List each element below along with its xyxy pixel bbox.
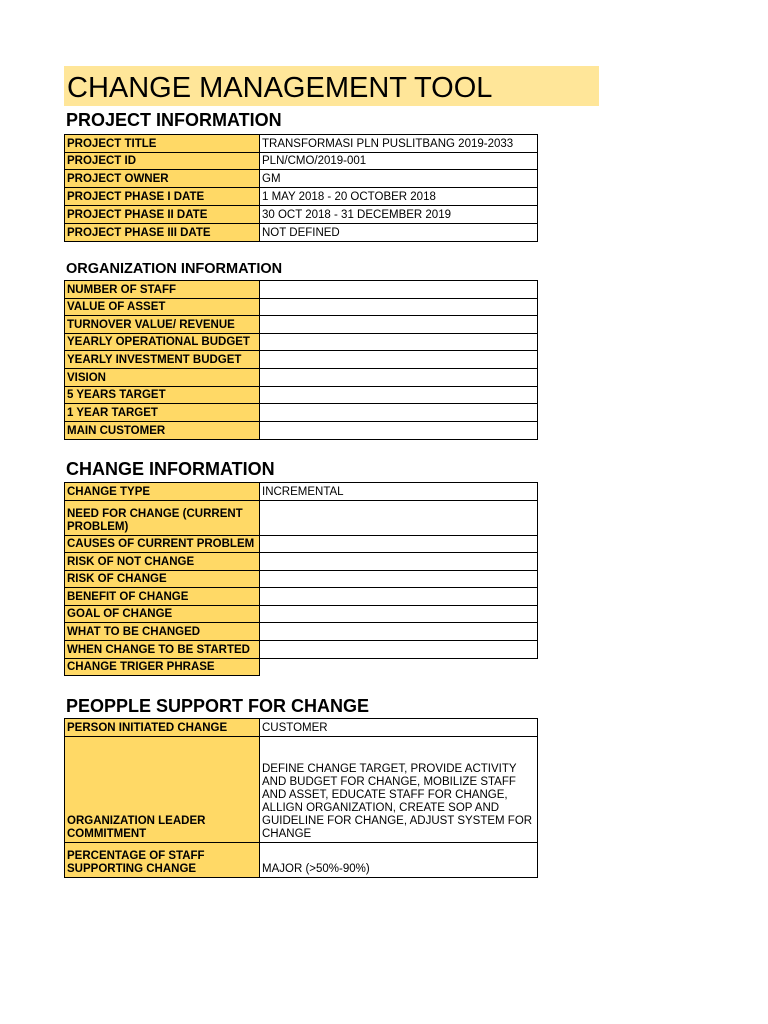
need-for-change-value[interactable] [260, 501, 538, 536]
when-to-start-value[interactable] [260, 641, 538, 659]
risk-of-not-change-label: RISK OF NOT CHANGE [65, 553, 260, 571]
project-phase-2-value[interactable]: 30 OCT 2018 - 31 DECEMBER 2019 [260, 206, 538, 224]
project-owner-label: PROJECT OWNER [65, 170, 260, 188]
table-row [65, 606, 538, 623]
people-support-table [64, 718, 538, 878]
project-phase-3-value[interactable]: NOT DEFINED [260, 224, 538, 242]
operational-budget-value[interactable] [260, 334, 538, 351]
main-customer-value[interactable] [260, 422, 538, 440]
staff-support-label: PERCENTAGE OF STAFF SUPPORTING CHANGE [65, 843, 260, 878]
people-support-heading: PEOPPLE SUPPORT FOR CHANGE [66, 696, 370, 716]
causes-value[interactable] [260, 536, 538, 553]
person-initiated-value[interactable]: CUSTOMER [260, 719, 538, 737]
five-year-target-label: 5 YEARS TARGET [65, 387, 260, 404]
table-row [65, 224, 538, 242]
project-phase-3-label: PROJECT PHASE III DATE [65, 224, 260, 242]
table-row [65, 536, 538, 553]
project-title-value[interactable]: TRANSFORMASI PLN PUSLITBANG 2019-2033 [260, 135, 538, 153]
investment-budget-value[interactable] [260, 351, 538, 369]
table-row [65, 351, 538, 369]
risk-of-change-value[interactable] [260, 571, 538, 588]
table-row [65, 281, 538, 299]
table-row [65, 659, 538, 676]
trigger-phrase-value[interactable] [260, 659, 538, 676]
table-row [65, 588, 538, 606]
project-info-table [64, 134, 538, 242]
table-row [65, 135, 538, 153]
organization-info-heading: ORGANIZATION INFORMATION [66, 261, 283, 277]
benefit-value[interactable] [260, 588, 538, 606]
organization-info-table [64, 280, 538, 440]
table-row [65, 170, 538, 188]
table-row [65, 483, 538, 501]
turnover-value[interactable] [260, 316, 538, 334]
value-of-asset-value[interactable] [260, 299, 538, 316]
document-title: CHANGE MANAGEMENT TOOL [64, 66, 599, 106]
change-info-heading: CHANGE INFORMATION [66, 459, 275, 479]
table-row [65, 623, 538, 641]
vision-label: VISION [65, 369, 260, 387]
one-year-target-label: 1 YEAR TARGET [65, 404, 260, 422]
project-title-label: PROJECT TITLE [65, 135, 260, 153]
table-row [65, 571, 538, 588]
risk-of-change-label: RISK OF CHANGE [65, 571, 260, 588]
what-to-change-value[interactable] [260, 623, 538, 641]
table-row [65, 641, 538, 659]
leader-commitment-value[interactable]: DEFINE CHANGE TARGET, PROVIDE ACTIVITY AND BUDGET FOR CHANGE, MOBILIZE STAFF AND ASSET, EDUCATE STAFF FOR CHANGE, ALLIGN ORGANIZATION, CREATE SOP AND GUIDELINE FOR CHANGE, ADJUST SYSTEM FOR CHANGE [260, 737, 538, 843]
table-row [65, 553, 538, 571]
what-to-change-label: WHAT TO BE CHANGED [65, 623, 260, 641]
project-phase-1-value[interactable]: 1 MAY 2018 - 20 OCTOBER 2018 [260, 188, 538, 206]
one-year-target-value[interactable] [260, 404, 538, 422]
number-of-staff-label: NUMBER OF STAFF [65, 281, 260, 299]
project-phase-1-label: PROJECT PHASE I DATE [65, 188, 260, 206]
table-row [65, 206, 538, 224]
value-of-asset-label: VALUE OF ASSET [65, 299, 260, 316]
when-to-start-label: WHEN CHANGE TO BE STARTED [65, 641, 260, 659]
operational-budget-label: YEARLY OPERATIONAL BUDGET [65, 334, 260, 351]
project-id-value[interactable]: PLN/CMO/2019-001 [260, 153, 538, 170]
project-phase-2-label: PROJECT PHASE II DATE [65, 206, 260, 224]
benefit-label: BENEFIT OF CHANGE [65, 588, 260, 606]
change-type-label: CHANGE TYPE [65, 483, 260, 501]
number-of-staff-value[interactable] [260, 281, 538, 299]
causes-label: CAUSES OF CURRENT PROBLEM [65, 536, 260, 553]
table-row [65, 387, 538, 404]
main-customer-label: MAIN CUSTOMER [65, 422, 260, 440]
table-row [65, 334, 538, 351]
table-row [65, 299, 538, 316]
table-row [65, 422, 538, 440]
person-initiated-label: PERSON INITIATED CHANGE [65, 719, 260, 737]
table-row [65, 369, 538, 387]
need-for-change-label: NEED FOR CHANGE (CURRENT PROBLEM) [65, 501, 260, 536]
table-row [65, 153, 538, 170]
investment-budget-label: YEARLY INVESTMENT BUDGET [65, 351, 260, 369]
leader-commitment-label: ORGANIZATION LEADER COMMITMENT [65, 737, 260, 843]
table-row [65, 188, 538, 206]
trigger-phrase-label: CHANGE TRIGER PHRASE [65, 659, 260, 676]
goal-value[interactable] [260, 606, 538, 623]
staff-support-value[interactable]: MAJOR (>50%-90%) [260, 843, 538, 878]
goal-label: GOAL OF CHANGE [65, 606, 260, 623]
vision-value[interactable] [260, 369, 538, 387]
change-type-value[interactable]: INCREMENTAL [260, 483, 538, 501]
table-row [65, 843, 538, 878]
five-year-target-value[interactable] [260, 387, 538, 404]
table-row [65, 316, 538, 334]
risk-of-not-change-value[interactable] [260, 553, 538, 571]
table-row [65, 501, 538, 536]
project-id-label: PROJECT ID [65, 153, 260, 170]
project-info-heading: PROJECT INFORMATION [66, 110, 282, 130]
project-owner-value[interactable]: GM [260, 170, 538, 188]
turnover-label: TURNOVER VALUE/ REVENUE [65, 316, 260, 334]
table-row [65, 737, 538, 843]
change-info-table [64, 482, 538, 676]
table-row [65, 719, 538, 737]
table-row [65, 404, 538, 422]
